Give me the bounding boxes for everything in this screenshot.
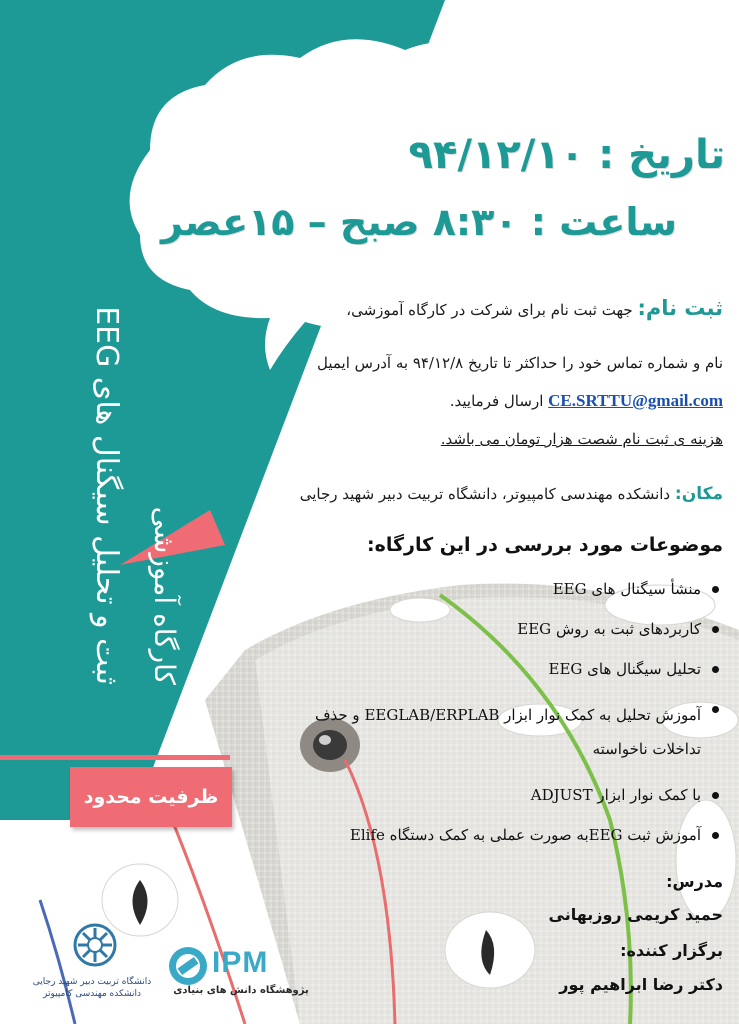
registration-line-3 [450,391,723,411]
workshop-topic: ثبت و تحلیل سیگنال های EEG [89,306,124,685]
srttu-logo-text: دانشگاه تربیت دبیر شهید رجایی دانشکده مهندسی کامپیوتر [32,977,152,999]
topic-item: منشأ سیگنال های EEG [293,578,723,600]
location-label: مکان: [674,484,723,504]
organizer-label: برگزار کننده: [620,941,723,960]
instructor-name: حمید کریمی روزبهانی [548,905,723,924]
blue-wire [40,900,75,1024]
coral-line [0,755,230,760]
topic-item: آموزش تحلیل به کمک نوار ابزار EEGLAB/ERPLAB و حذف تداخلات ناخواسته [293,698,723,766]
email-link[interactable]: CE.SRTTU@gmail.com [548,391,723,410]
limited-capacity-badge: ظرفیت محدود [70,767,232,827]
srttu-logo-icon [75,925,115,965]
topic-item: آموزش ثبت EEGبه صورت عملی به کمک دستگاه Elife [293,824,723,846]
topic-item: با کمک نوار ابزار ADJUST [293,784,723,806]
location-line [300,484,723,504]
workshop-vertical-title [65,35,185,685]
ipm-logo-word: IPM [212,946,269,979]
registration-text-2: نام و شماره تماس خود را حداکثر تا تاریخ ۹۴/۱۲/۸ به آدرس ایمیل [316,354,723,372]
registration-label: ثبت نام: [637,296,723,320]
registration-text-3: ارسال فرمایید. [449,392,544,410]
workshop-label: کارگاه آموزشی [148,506,181,685]
event-time: ساعت : ۸:۳۰ صبح – ۱۵عصر [160,200,677,244]
topic-item: تحلیل سیگنال های EEG [293,658,723,680]
ipm-logo [160,948,300,988]
location-text: دانشکده مهندسی کامپیوتر، دانشگاه تربیت دبیر شهید رجایی [299,485,671,503]
event-date: تاریخ : ۹۴/۱۲/۱۰ [408,132,725,178]
topics-title: موضوعات مورد بررسی در این کارگاه: [367,534,723,556]
organizer-name: دکتر رضا ابراهیم پور [559,975,723,994]
topics-list [293,578,723,864]
registration-line-1 [346,296,723,320]
ipm-logo-subtitle: پژوهشگاه دانش های بنیادی [173,985,309,996]
registration-fee: هزینه ی ثبت نام شصت هزار تومان می باشد. [440,430,723,448]
topic-item: کاربردهای ثبت به روش EEG [293,618,723,640]
registration-text-1: جهت ثبت نام برای شرکت در کارگاه آموزشی، [346,301,633,319]
instructor-label: مدرس: [666,872,723,891]
